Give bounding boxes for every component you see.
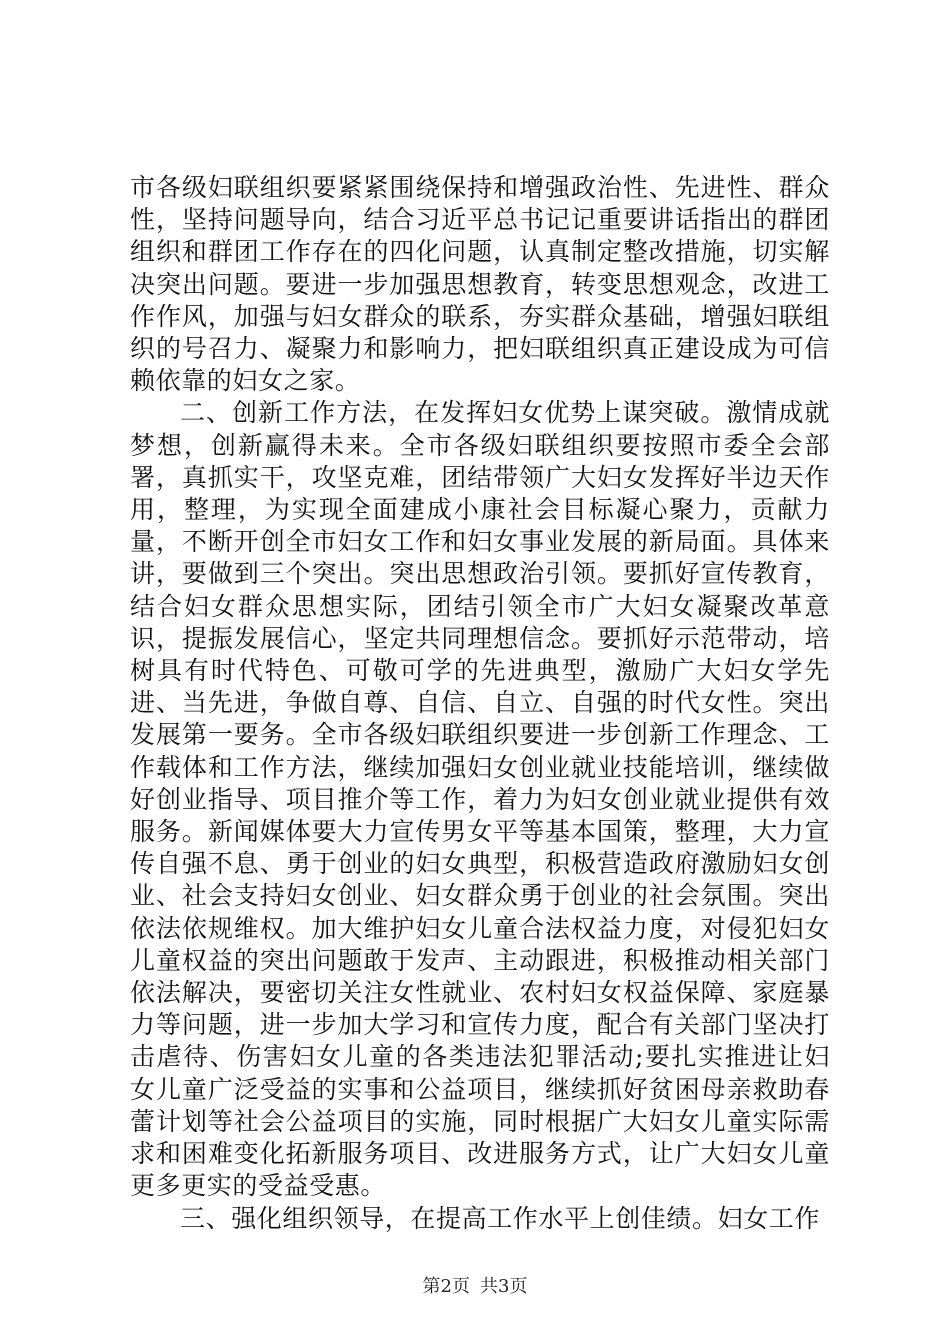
paragraph-continuation: 市各级妇联组织要紧紧围绕保持和增强政治性、先进性、群众性，坚持问题导向，结合习近平总书记记重要讲话指出的群团组织和群团工作存在的四化问题，认真制定整改措施，切实解决突出问题。要进一步加强思想教育，转变思想观念，改进工作作风，加强与妇女群众的联系，夯实群众基础，增强妇联组织的号召力、凝聚力和影响力，把妇联组织真正建设成为可信赖依靠的妇女之家。 — [130, 173, 830, 396]
document-body — [130, 172, 830, 1235]
page-total: 共3页 — [480, 1276, 528, 1297]
paragraph-section-three: 三、强化组织领导，在提高工作水平上创佳绩。妇女工作 — [180, 1203, 821, 1233]
page-footer — [0, 1275, 950, 1299]
page-number: 第2页 — [422, 1276, 470, 1297]
paragraph-section-two: 二、创新工作方法，在发挥妇女优势上谋突破。激情成就梦想，创新赢得未来。全市各级妇联组织要按照市委全会部署，真抓实干，攻坚克难，团结带领广大妇女发挥好半边天作用，整理，为实现全面建成小康社会目标凝心聚力，贡献力量，不断开创全市妇女工作和妇女事业发展的新局面。具体来讲，要做到三个突出。突出思想政治引领。要抓好宣传教育，结合妇女群众思想实际，团结引领全市广大妇女凝聚改革意识，提振发展信心，坚定共同理想信念。要抓好示范带动，培树具有时代特色、可敬可学的先进典型，激励广大妇女学先进、当先进，争做自尊、自信、自立、自强的时代女性。突出发展第一要务。全市各级妇联组织要进一步创新工作理念、工作载体和工作方法，继续加强妇女创业就业技能培训，继续做好创业指导、项目推介等工作，着力为妇女创业就业提供有效服务。新闻媒体要大力宣传男女平等基本国策，整理，大力宣传自强不息、勇于创业的妇女典型，积极营造政府激励妇女创业、社会支持妇女创业、妇女群众勇于创业的社会氛围。突出依法依规维权。加大维护妇女儿童合法权益力度，对侵犯妇女儿童权益的突出问题敢于发声、主动跟进，积极推动相关部门依法解决，要密切关注女性就业、农村妇女权益保障、家庭暴力等问题，进一步加大学习和宣传力度，配合有关部门坚决打击虐待、伤害妇女儿童的各类违法犯罪活动;要扎实推进让妇女儿童广泛受益的实事和公益项目，继续抓好贫困母亲救助春蕾计划等社会公益项目的实施，同时根据广大妇女儿童实际需求和困难变化拓新服务项目、改进服务方式，让广大妇女儿童更多更实的受益受惠。 — [130, 398, 830, 1201]
